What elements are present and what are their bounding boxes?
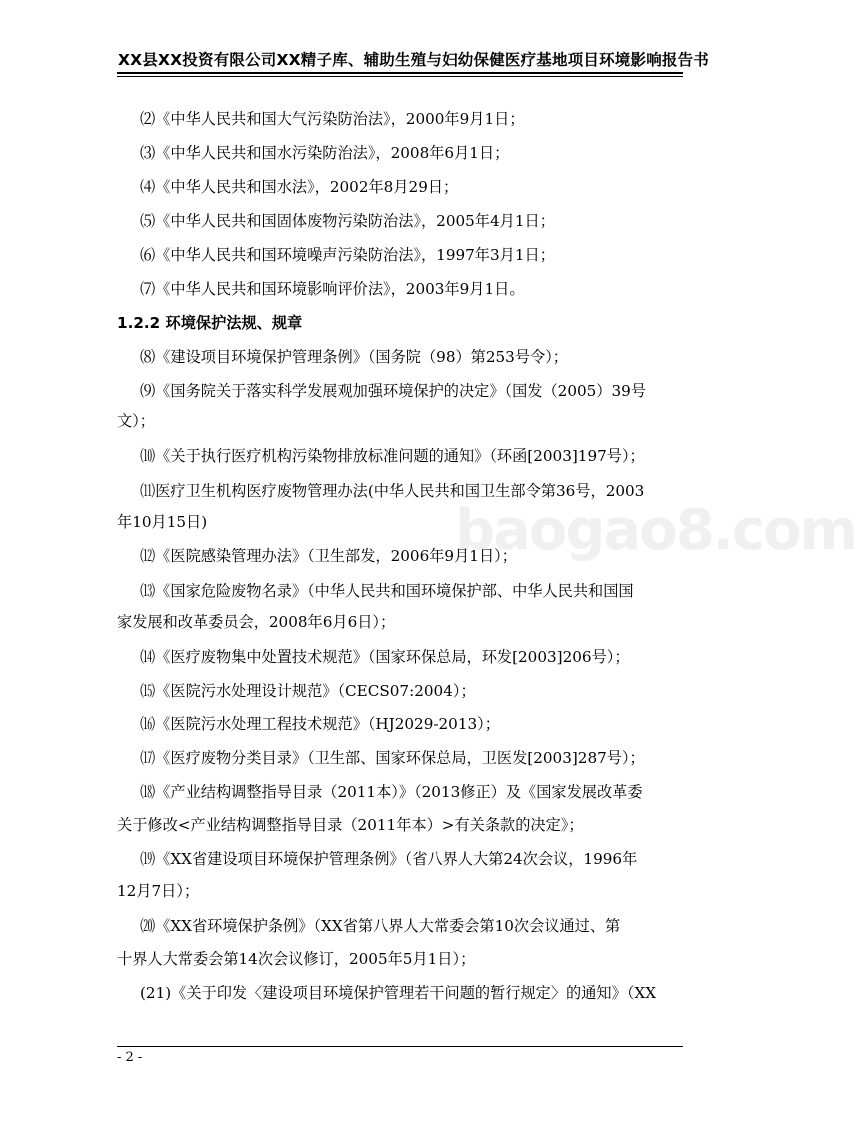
- law-item-3: ⑶《中华人民共和国水污染防治法》，2008年6月1日；: [140, 144, 510, 162]
- reg-item-19-cont: 12月7日）；: [117, 882, 200, 900]
- reg-item-17: ⒄《医疗废物分类目录》（卫生部、国家环保总局，卫医发[2003]287号）；: [140, 749, 645, 767]
- reg-item-18: ⒅《产业结构调整指导目录（2011本）》（2013修正）及《国家发展改革委: [140, 783, 643, 801]
- reg-item-8: ⑻《建设项目环境保护管理条例》（国务院（98）第253号令）；: [140, 348, 568, 366]
- law-item-5: ⑸《中华人民共和国固体废物污染防治法》，2005年4月1日；: [140, 212, 555, 230]
- section-heading: 1.2.2 环境保护法规、规章: [117, 314, 303, 332]
- reg-item-10: ⑽《关于执行医疗机构污染物排放标准问题的通知》（环函[2003]197号）；: [140, 447, 645, 465]
- law-item-7: ⑺《中华人民共和国环境影响评价法》，2003年9月1日。: [140, 280, 525, 298]
- law-item-6: ⑹《中华人民共和国环境噪声污染防治法》，1997年3月1日；: [140, 246, 555, 264]
- watermark: baogao8.com: [455, 498, 856, 563]
- reg-item-18-cont: 关于修改<产业结构调整指导目录（2011年本）>有关条款的决定》；: [117, 816, 584, 834]
- page-header-title: XX县XX投资有限公司XX精子库、辅助生殖与妇幼保健医疗基地项目环境影响报告书: [118, 51, 710, 69]
- reg-item-12: ⑿《医院感染管理办法》（卫生部发，2006年9月1日）；: [140, 547, 517, 565]
- reg-item-13-cont: 家发展和改革委员会，2008年6月6日）；: [117, 613, 396, 631]
- reg-item-11-cont: 年10月15日): [117, 513, 208, 531]
- reg-item-19: ⒆《XX省建设项目环境保护管理条例》（省八界人大第24次会议，1996年: [140, 850, 638, 868]
- law-item-4: ⑷《中华人民共和国水法》，2002年8月29日；: [140, 178, 459, 196]
- reg-item-15: ⒂《医院污水处理设计规范》（CECS07:2004）；: [140, 682, 476, 700]
- header-rule: [117, 72, 683, 74]
- reg-item-20-cont: 十界人大常委会第14次会议修订，2005年5月1日）；: [117, 950, 476, 968]
- reg-item-21: (21)《关于印发〈建设项目环境保护管理若干问题的暂行规定〉的通知》（XX: [140, 984, 657, 1002]
- page-number: - 2 -: [117, 1050, 143, 1065]
- reg-item-9-cont: 文）；: [117, 412, 155, 430]
- reg-item-13: ⒀《国家危险废物名录》（中华人民共和国环境保护部、中华人民共和国国: [140, 582, 634, 600]
- reg-item-20: ⒇《XX省环境保护条例》（XX省第八界人大常委会第10次会议通过、第: [140, 917, 621, 935]
- reg-item-14: ⒁《医疗废物集中处置技术规范》（国家环保总局，环发[2003]206号）；: [140, 648, 630, 666]
- header-rule-thin: [117, 76, 683, 77]
- reg-item-16: ⒃《医院污水处理工程技术规范》（HJ2029-2013）；: [140, 715, 500, 733]
- law-item-2: ⑵《中华人民共和国大气污染防治法》，2000年9月1日；: [140, 110, 525, 128]
- footer-rule: [117, 1046, 683, 1047]
- reg-item-9: ⑼《国务院关于落实科学发展观加强环境保护的决定》（国发（2005）39号: [140, 382, 647, 400]
- reg-item-11: ⑾医疗卫生机构医疗废物管理办法(中华人民共和国卫生部令第36号，2003: [140, 482, 645, 500]
